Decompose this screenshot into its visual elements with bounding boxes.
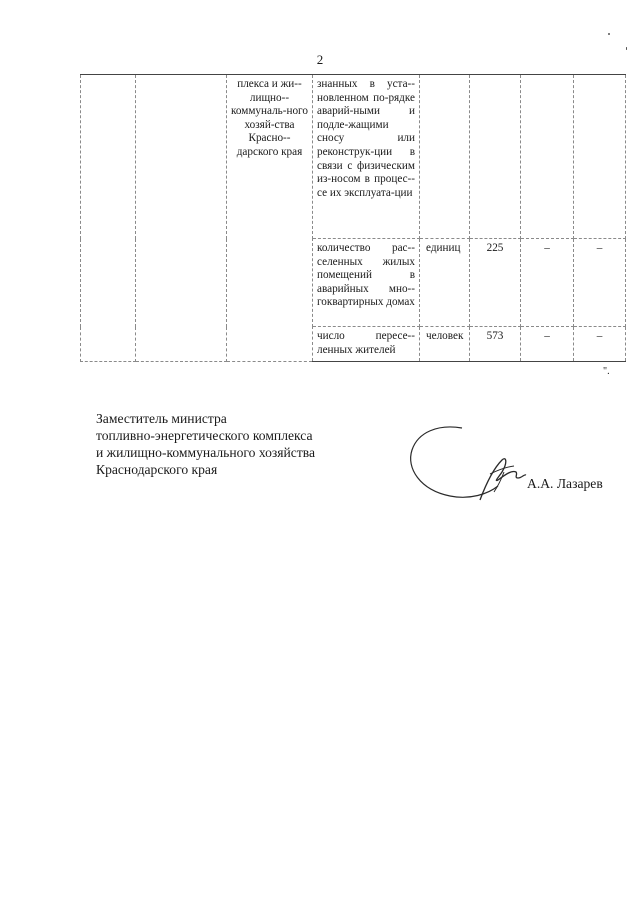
table-cell-col7: – [521,239,574,327]
signer-title-line: топливно-энергетического комплекса [96,428,313,443]
signer-title-line: Заместитель министра [96,411,227,426]
signer-title-line: и жилищно-коммунального хозяйства [96,445,316,460]
signature-block [96,410,315,478]
table-cell-value: 573 [470,327,521,362]
table-cell-unit: единиц [420,239,470,327]
closing-quote: ". [603,366,610,377]
table-row [81,75,626,239]
table-cell-indicator: знанных в уста-новленном по-рядке аварий-ными и подле-жащими сносу или реконструк-ции в связи с физическим из-носом в процес-се их эксплуата-ции [313,75,420,239]
signer-title-line: Краснодарского края [96,462,218,477]
indicators-table [80,74,626,362]
table-cell-col7 [521,75,574,239]
table-cell-col8: – [574,327,626,362]
handwritten-signature [398,420,538,510]
table-cell-indicator: число пересе-ленных жителей [313,327,420,362]
table-cell-value: 225 [470,239,521,327]
table-cell-program [136,75,227,362]
scan-speck [626,47,627,50]
table-cell-unit: человек [420,327,470,362]
table-cell-col8 [574,75,626,239]
signer-name: А.А. Лазарев [527,476,603,491]
scan-speck [608,33,610,35]
table-cell-responsible: плекса и жи-лищно-коммуналь-ного хозяй-ства Красно-дарского края [227,75,313,362]
table-cell-col7: – [521,327,574,362]
table-cell-number [81,75,136,362]
page-number: 2 [316,52,324,67]
table-cell-value [470,75,521,239]
table-cell-unit [420,75,470,239]
table-cell-indicator: количество рас-селенных жилых помещений в аварийных мно-гоквартирных домах [313,239,420,327]
table-cell-col8: – [574,239,626,327]
